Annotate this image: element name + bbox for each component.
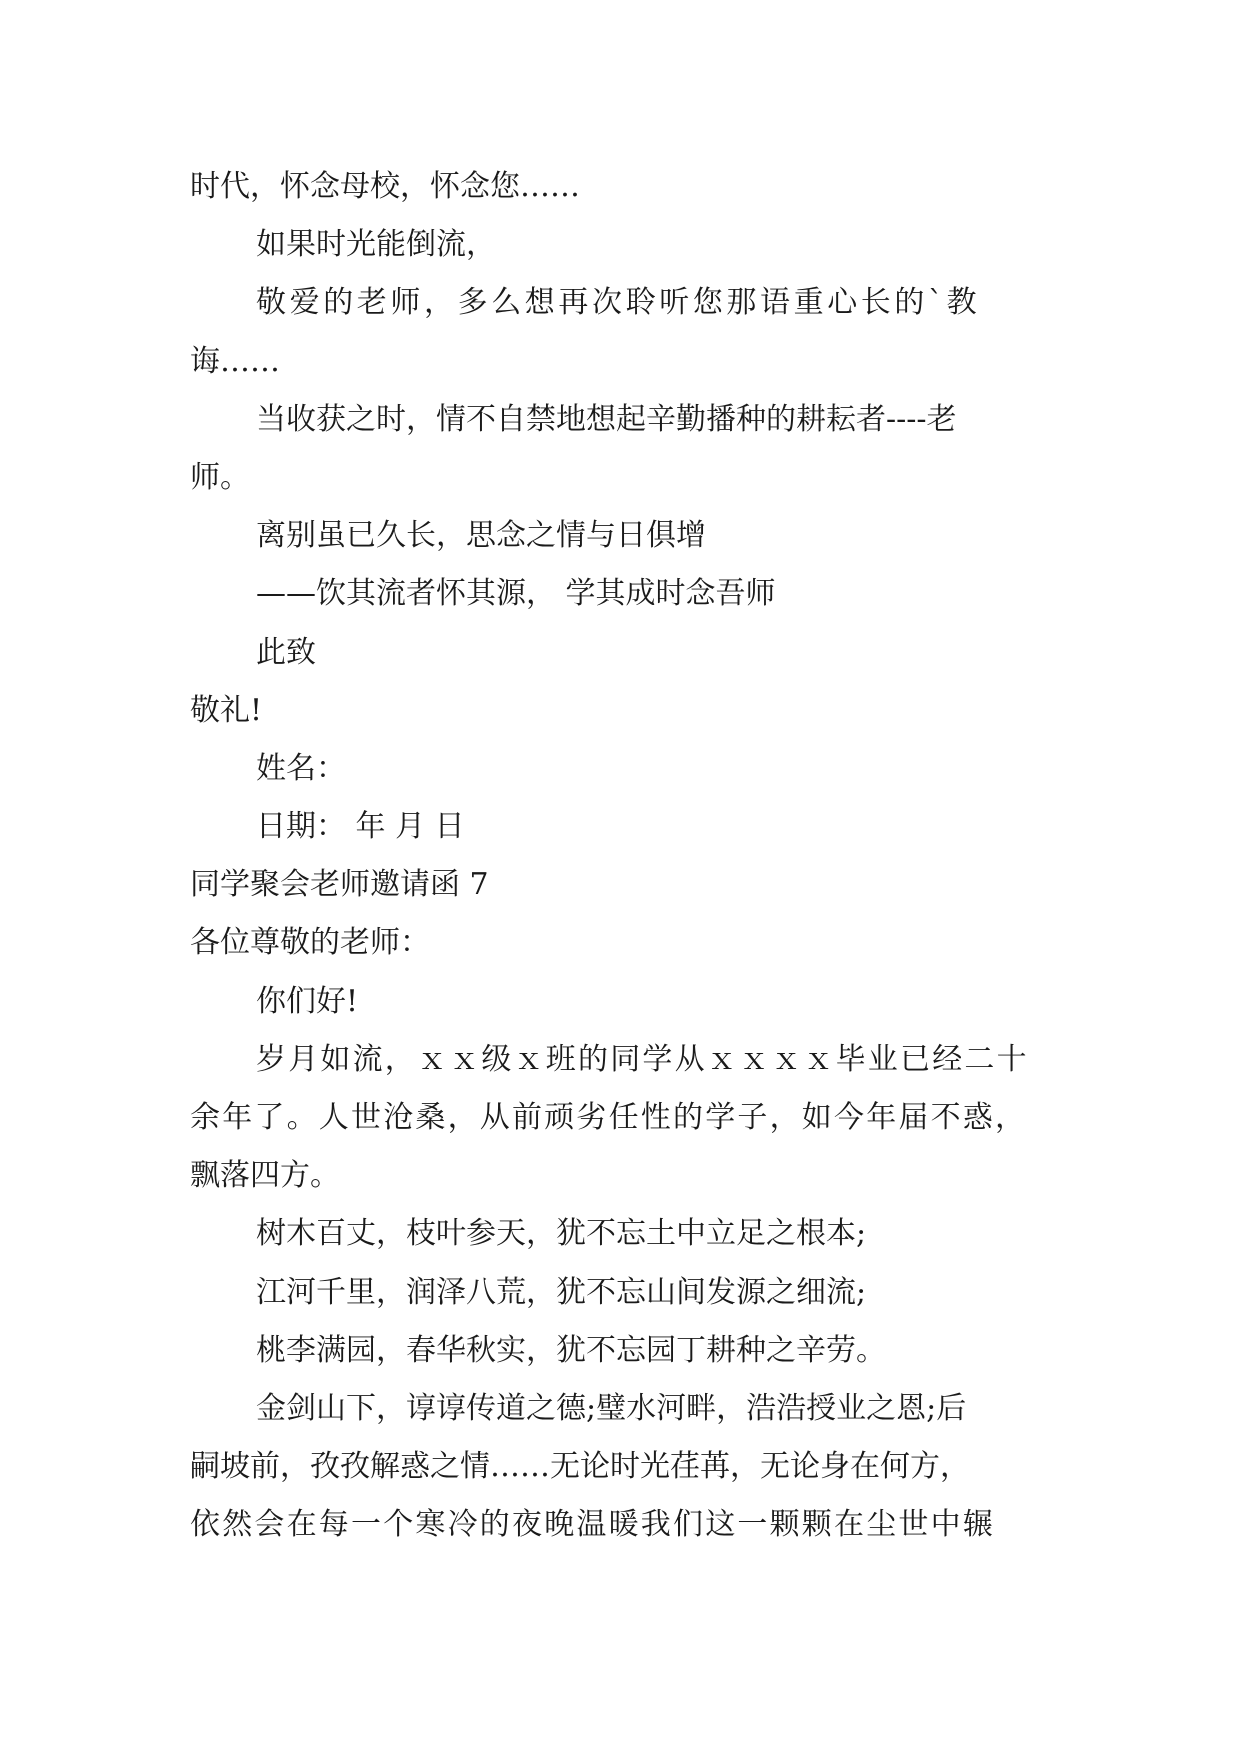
text-line: 诲…… [190, 343, 280, 379]
text-line: 金剑山下，谆谆传道之德;璧水河畔，浩浩授业之恩;后 [256, 1390, 967, 1426]
text-line: 敬爱的老师，多么想再次聆听您那语重心长的`教 [256, 285, 981, 321]
text-line: 嗣坡前，孜孜解惑之情……无论时光荏苒，无论身在何方， [190, 1449, 970, 1485]
text-line: 日期： 年 月 日 [256, 809, 465, 845]
text-line: 各位尊敬的老师： [190, 925, 430, 961]
text-line: 离别虽已久长，思念之情与日俱增 [256, 518, 706, 554]
text-line: 姓名： [256, 750, 346, 786]
section-heading: 同学聚会老师邀请函 7 [190, 867, 489, 903]
text-line: 师。 [190, 459, 250, 495]
text-line: 敬礼! [190, 692, 263, 728]
text-line: 依然会在每一个寒冷的夜晚温暖我们这一颗颗在尘世中辗 [190, 1507, 995, 1543]
text-line: 飘落四方。 [190, 1158, 340, 1194]
text-line: 余年了。人世沧桑，从前顽劣任性的学子，如今年届不惑， [190, 1100, 1028, 1135]
text-line: 岁月如流，ｘｘ级ｘ班的同学从ｘｘｘｘ毕业已经二十 [256, 1041, 1029, 1077]
text-line: 时代，怀念母校，怀念您…… [190, 169, 580, 204]
text-line: ——饮其流者怀其源， 学其成时念吾师 [256, 576, 776, 612]
text-line: 此致 [256, 634, 316, 670]
text-line: 桃李满园，春华秋实，犹不忘园丁耕种之辛劳。 [256, 1332, 886, 1368]
text-line: 你们好! [256, 983, 359, 1019]
document-body [190, 158, 1060, 1555]
text-line: 江河千里，润泽八荒，犹不忘山间发源之细流; [256, 1274, 867, 1310]
text-line: 当收获之时，情不自禁地想起辛勤播种的耕耘者----老 [256, 401, 957, 437]
text-line: 树木百丈，枝叶参天，犹不忘土中立足之根本; [256, 1216, 867, 1252]
text-line: 如果时光能倒流， [256, 227, 496, 263]
